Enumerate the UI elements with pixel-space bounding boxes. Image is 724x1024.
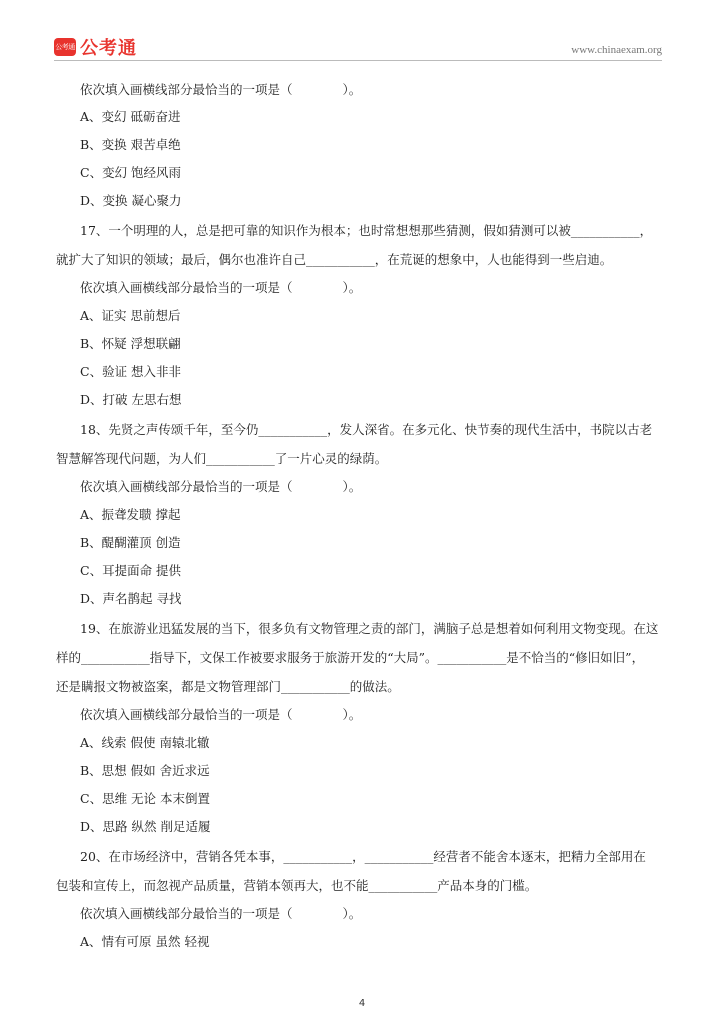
site-logo[interactable]	[54, 34, 137, 60]
header-divider	[54, 60, 662, 61]
question-17-text: 17、一个明理的人，总是把可靠的知识作为根本；也时常想想那些猜测，假如猜测可以被___________，	[80, 223, 653, 238]
question-18-text: 18、先贤之声传颂千年，至今仍___________，发人深省。在多元化、快节奏的现代生活中，书院以古老	[80, 422, 653, 437]
option-c: C、思维 无论 本末倒置	[80, 791, 211, 806]
option-b: B、怀疑 浮想联翩	[80, 336, 181, 351]
page-number: 4	[358, 998, 366, 1009]
option-b: B、醍醐灌顶 创造	[80, 535, 181, 550]
option-d: D、声名鹊起 寻找	[80, 591, 182, 606]
option-a: A、证实 思前想后	[80, 308, 181, 323]
question-17-text-cont: 就扩大了知识的领域；最后，偶尔也准许自己___________，在荒诞的想象中，人也能得到一些启迪。	[56, 252, 613, 267]
option-d: D、变换 凝心聚力	[80, 193, 182, 208]
option-c: C、验证 想入非非	[80, 364, 182, 379]
site-url[interactable]: www.chinaexam.org	[571, 44, 662, 56]
option-a: A、振聋发聩 撑起	[80, 507, 181, 522]
question-19-text: 19、在旅游业迅猛发展的当下，很多负有文物管理之责的部门，满脑子总是想着如何利用文物变现。在这	[80, 621, 659, 636]
option-b: B、变换 艰苦卓绝	[80, 137, 181, 152]
question-20-text-cont: 包装和宣传上，而忽视产品质量，营销本领再大，也不能___________产品本身的门槛。	[56, 878, 538, 893]
page-header	[0, 0, 724, 64]
option-a: A、线索 假使 南辕北辙	[80, 735, 210, 750]
option-c: C、变幻 饱经风雨	[80, 165, 182, 180]
question-prompt: 依次填入画横线部分最恰当的一项是（ ）。	[80, 280, 362, 295]
question-18-text-cont: 智慧解答现代问题，为人们___________了一片心灵的绿荫。	[56, 451, 388, 466]
option-d: D、思路 纵然 削足适履	[80, 819, 211, 834]
option-d: D、打破 左思右想	[80, 392, 182, 407]
question-prompt: 依次填入画横线部分最恰当的一项是（ ）。	[80, 479, 362, 494]
logo-text: 公考通	[80, 38, 137, 59]
question-19-text-cont: 样的___________指导下，文保工作被要求服务于旅游开发的“大局”。___________是不恰当的“修旧如旧”，	[56, 650, 645, 665]
logo-badge-icon: 公考通	[54, 38, 76, 56]
question-prompt: 依次填入画横线部分最恰当的一项是（ ）。	[80, 906, 362, 921]
question-prompt: 依次填入画横线部分最恰当的一项是（ ）。	[80, 82, 362, 97]
question-prompt: 依次填入画横线部分最恰当的一项是（ ）。	[80, 707, 362, 722]
option-a: A、变幻 砥砺奋进	[80, 109, 181, 124]
question-19-text-cont: 还是瞒报文物被盗案，都是文物管理部门___________的做法。	[56, 679, 400, 694]
option-c: C、耳提面命 提供	[80, 563, 182, 578]
question-20-text: 20、在市场经济中，营销各凭本事，___________，___________经营者不能舍本逐末，把精力全部用在	[80, 849, 646, 864]
option-b: B、思想 假如 舍近求远	[80, 763, 210, 778]
option-a: A、情有可原 虽然 轻视	[80, 934, 210, 949]
